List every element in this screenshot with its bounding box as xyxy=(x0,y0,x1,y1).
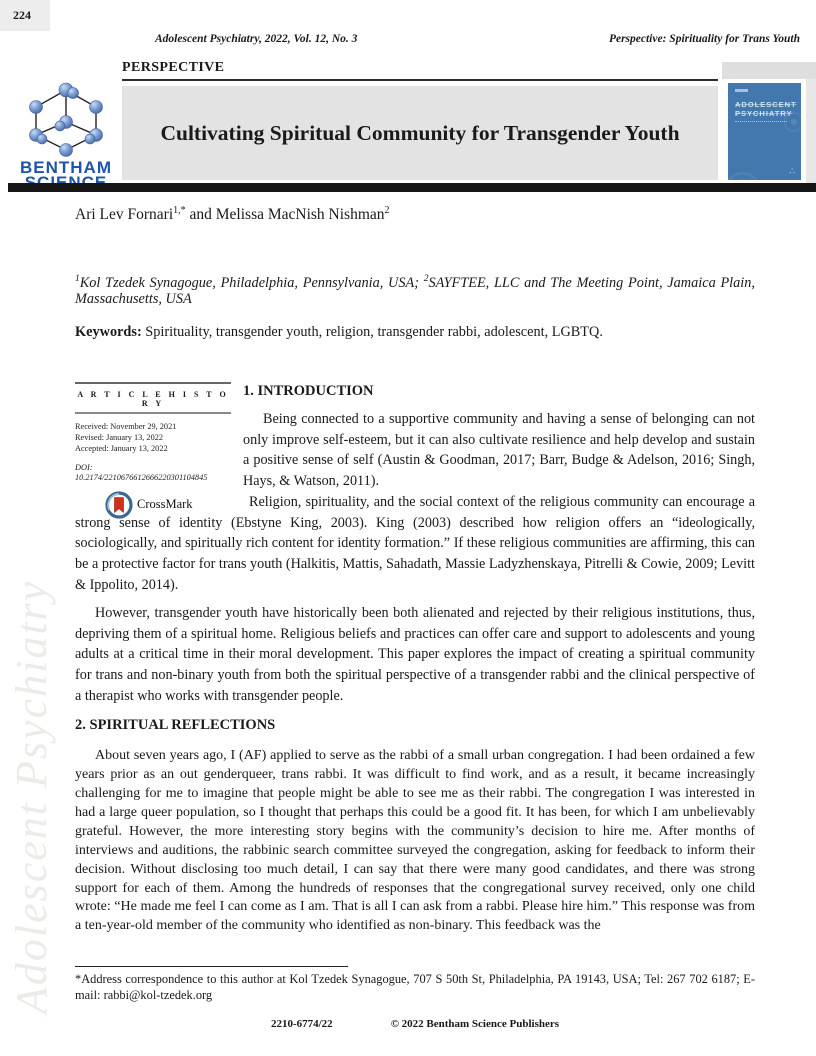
authors-line xyxy=(75,196,755,224)
author-2-superscript: 2 xyxy=(384,205,390,216)
article-banner xyxy=(122,60,718,180)
intro-paragraph-1: Being connected to a supportive community and having a sense of belonging can not only improve self-esteem, but it can also cultivate resilience and help develop and sustain a positive sense of self (Austin & Goodman, 2017; Barr, Budge & Adelson, 2016; Singh, Hays, & Watson, 2011). xyxy=(243,410,755,489)
cover-tagline-rule xyxy=(735,121,787,122)
article-history-title: A R T I C L E H I S T O R Y xyxy=(75,384,231,414)
author-1: Ari Lev Fornari xyxy=(75,206,174,224)
publisher-name-line1: BENTHAM xyxy=(20,158,112,177)
affiliation-2-superscript: 2 xyxy=(423,274,429,285)
doi-block xyxy=(75,463,231,484)
header-divider-bar xyxy=(8,183,816,192)
doi-value: 10.2174/2210676612666220301104845 xyxy=(75,473,208,483)
bentham-molecule-icon xyxy=(20,82,112,158)
article-title: Cultivating Spiritual Community for Transgender Youth xyxy=(160,120,680,145)
page-footer xyxy=(75,1018,755,1030)
page-edge-band-top xyxy=(722,62,816,79)
running-head-journal: Adolescent Psychiatry, 2022, Vol. 12, No. 3 xyxy=(155,33,358,45)
author-1-superscript: 1,* xyxy=(173,205,186,216)
article-history-dates xyxy=(75,421,231,454)
crossmark-label: CrossMark xyxy=(137,497,193,512)
affiliation-1: Kol Tzedek Synagogue, Philadelphia, Pennsylvania, USA; xyxy=(79,274,424,291)
issn-code: 2210-6774/22 xyxy=(270,1018,333,1030)
page-edge-band-right xyxy=(806,79,816,188)
intro-paragraph-3: However, transgender youth have historically been both alienated and rejected by their religious institutions, thus, depriving them of a spiritual home. Religious beliefs and practices can offer care and support to adolescents and young adults at a critical time in their moral development. This paper explores the impact of creating a spiritual community for trans and non-binary youth from both the spiritual perspective of a transgender rabbi and the clinical perspective of a therapist who works with transgender people. xyxy=(75,605,755,704)
intro-flow xyxy=(75,382,755,936)
running-head-article: Perspective: Spirituality for Trans Youth xyxy=(608,33,800,45)
article-history-box xyxy=(75,382,231,484)
article-body xyxy=(75,196,755,937)
intro-paragraph-2: Religion, spirituality, and the social context of the religious community can encourage a strong sense of identity (Ebstyne King, 2003). King (2003) described how religion offers an “ideologically, sociologically, and spiritually rich content for identity formation.” If these religious communities are affirming, this can be a protective factor for trans youth (Halkitis, Mattis, Sahadath, Massie Ladyzhenskaya, Pitrelli & Cowie, 2009; Levitt & Ippolito, 2014). xyxy=(75,494,755,593)
cover-title-line2: PSYCHIATRY xyxy=(735,109,793,118)
affiliations xyxy=(75,271,755,308)
doi-label: DOI: xyxy=(75,462,93,472)
received-date: Received: November 29, 2021 xyxy=(75,421,177,431)
section-2-heading: 2. SPIRITUAL REFLECTIONS xyxy=(75,717,276,734)
cover-title-line1: ADOLESCENT xyxy=(735,100,797,109)
affiliation-2: SAYFTEE, LLC and The Meeting Point, Jamaica Plain, Massachusetts, USA xyxy=(75,274,755,308)
section-1-heading: 1. INTRODUCTION xyxy=(243,382,374,399)
article-type-label: PERSPECTIVE xyxy=(122,60,718,81)
page-number: 224 xyxy=(0,0,50,31)
side-watermark: Adolescent Psychiatry xyxy=(7,579,56,1014)
affiliation-1-superscript: 1 xyxy=(75,274,80,285)
keywords-label: Keywords: xyxy=(75,323,142,340)
cover-mini-logo-icon: ∴ xyxy=(789,166,795,176)
author-2: and Melissa MacNish Nishman xyxy=(185,206,385,224)
running-head xyxy=(155,33,800,45)
title-band xyxy=(122,86,718,180)
footnote-rule xyxy=(75,966,348,967)
bentham-logo xyxy=(10,82,122,190)
copyright-notice: © 2022 Bentham Science Publishers xyxy=(390,1018,560,1030)
footnote-text: *Address correspondence to this author at Kol Tzedek Synagogue, 707 S 50th St, Philadelphia, PA 19143, USA; Tel: 267 702 6187; E-mail: rabbi@kol-tzedek.org xyxy=(75,972,755,1002)
accepted-date: Accepted: January 13, 2022 xyxy=(75,443,168,453)
keywords-line xyxy=(75,324,755,341)
correspondence-footnote xyxy=(75,966,755,1003)
journal-cover-thumbnail xyxy=(728,83,801,180)
article-history-panel xyxy=(75,382,231,510)
spiritual-paragraph-1: About seven years ago, I (AF) applied to serve as the rabbi of a small urban congregation. I had been ordained a few years prior as an out genderqueer, trans rabbi. It was difficult to find work, and as a result, it became increasingly challenging for me to imagine that people might be able to see me as their rabbi. The congregation I was interested in had a large queer population, so I thought that perhaps this could be a good fit. It has been, for which I am unbelievably grateful. However, the more interesting story begins with the community’s decision to hire me. After months of interviews and auditions, the rabbinic search committee surveyed the congregation, asking for feedback to inform their decision. Without disclosing too much detail, I can say that there were many good candidates, and there was strong support for each of them. Among the hundreds of responses that the congregational survey received, only one child wrote: “He made me feel I can come as I am. That is all I can ask from a rabbi. Please hire him.” This response was from a ten-year-old member of the community who identified as non-binary. This feedback was the xyxy=(75,748,755,934)
keywords-text: Spirituality, transgender youth, religion, transgender rabbi, adolescent, LGBTQ. xyxy=(141,323,603,340)
cover-imprint-mark xyxy=(735,89,748,92)
revised-date: Revised: January 13, 2022 xyxy=(75,432,164,442)
